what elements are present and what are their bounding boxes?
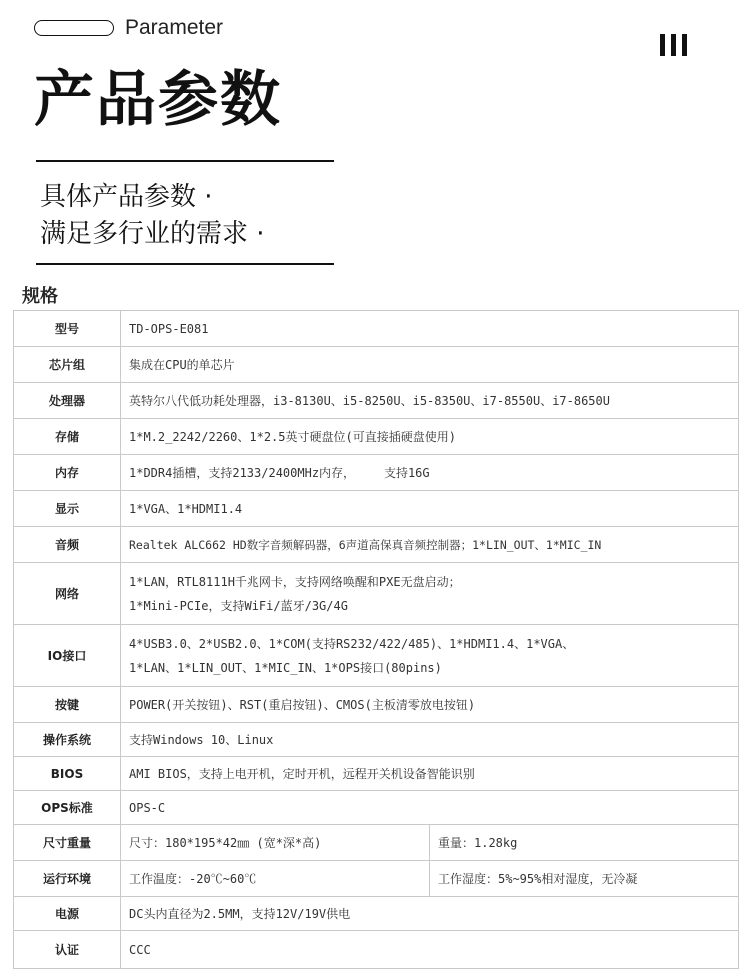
row-label: 内存: [14, 455, 121, 491]
row-value: DC头内直径为2.5MM，支持12V/19V供电: [121, 897, 739, 931]
value-line-2: 1*LAN、1*LIN_OUT、1*MIC_IN、1*OPS接口(80pins): [129, 660, 442, 675]
row-value: 集成在CPU的单芯片: [121, 347, 739, 383]
row-label: 认证: [14, 931, 121, 969]
table-row: [14, 625, 739, 687]
table-row: [14, 347, 739, 383]
weight-value: 重量：1.28kg: [430, 825, 739, 861]
table-row: [14, 861, 739, 897]
row-value: [121, 625, 739, 687]
table-row: [14, 491, 739, 527]
row-value: 1*DDR4插槽，支持2133/2400MHz内存， 支持16G: [121, 455, 739, 491]
table-row: [14, 311, 739, 347]
table-row: [14, 563, 739, 625]
row-value: [121, 563, 739, 625]
value-line-1: 1*LAN，RTL8111H千兆网卡，支持网络唤醒和PXE无盘启动；: [129, 574, 461, 589]
subtitle-line-2: 满足多行业的需求 ·: [40, 219, 265, 249]
row-label: 音频: [14, 527, 121, 563]
row-label: 存储: [14, 419, 121, 455]
table-row: [14, 687, 739, 723]
row-value: CCC: [121, 931, 739, 969]
table-row: [14, 723, 739, 757]
row-label: 电源: [14, 897, 121, 931]
row-label: 型号: [14, 311, 121, 347]
row-label: 操作系统: [14, 723, 121, 757]
row-value: OPS-C: [121, 791, 739, 825]
parameter-tag: Parameter: [125, 16, 224, 39]
row-value: 英特尔八代低功耗处理器，i3-8130U、i5-8250U、i5-8350U、i7-8550U、i7-8650U: [121, 383, 739, 419]
row-value: 1*M.2_2242/2260、1*2.5英寸硬盘位(可直接插硬盘使用): [121, 419, 739, 455]
decorative-pill-outline: [34, 20, 114, 36]
row-value: 1*VGA、1*HDMI1.4: [121, 491, 739, 527]
row-label: 尺寸重量: [14, 825, 121, 861]
table-row: [14, 825, 739, 861]
section-title: 规格: [22, 286, 58, 307]
row-label: 处理器: [14, 383, 121, 419]
spec-table: [13, 310, 739, 969]
row-value: TD-OPS-E081: [121, 311, 739, 347]
value-line-2: 1*Mini-PCIe，支持WiFi/蓝牙/3G/4G: [129, 598, 348, 613]
row-label: 芯片组: [14, 347, 121, 383]
table-row: [14, 455, 739, 491]
temperature-value: 工作温度：-20℃~60℃: [121, 861, 430, 897]
row-label: BIOS: [14, 757, 121, 791]
table-row: [14, 931, 739, 969]
row-label: 按键: [14, 687, 121, 723]
table-row: [14, 527, 739, 563]
row-value: Realtek ALC662 HD数字音频解码器，6声道高保真音频控制器；1*LIN_OUT、1*MIC_IN: [121, 527, 739, 563]
humidity-value: 工作湿度：5%~95%相对湿度，无冷凝: [430, 861, 739, 897]
row-label: 显示: [14, 491, 121, 527]
table-row: [14, 419, 739, 455]
row-value: AMI BIOS，支持上电开机，定时开机，远程开关机设备智能识别: [121, 757, 739, 791]
row-label: 网络: [14, 563, 121, 625]
table-row: [14, 757, 739, 791]
value-line-1: 4*USB3.0、2*USB2.0、1*COM(支持RS232/422/485)、1*HDMI1.4、1*VGA、: [129, 636, 575, 651]
row-label: 运行环境: [14, 861, 121, 897]
row-value: POWER(开关按钮)、RST(重启按钮)、CMOS(主板清零放电按钮): [121, 687, 739, 723]
table-row: [14, 897, 739, 931]
size-value: 尺寸：180*195*42㎜ (宽*深*高): [121, 825, 430, 861]
top-divider: [36, 160, 334, 162]
row-label: OPS标准: [14, 791, 121, 825]
table-row: [14, 383, 739, 419]
menu-bars-icon: [660, 34, 687, 56]
table-row: [14, 791, 739, 825]
page-title: 产品参数: [34, 65, 282, 135]
row-label: IO接口: [14, 625, 121, 687]
row-value: 支持Windows 10、Linux: [121, 723, 739, 757]
bottom-divider: [36, 263, 334, 265]
subtitle-line-1: 具体产品参数 ·: [40, 182, 213, 212]
